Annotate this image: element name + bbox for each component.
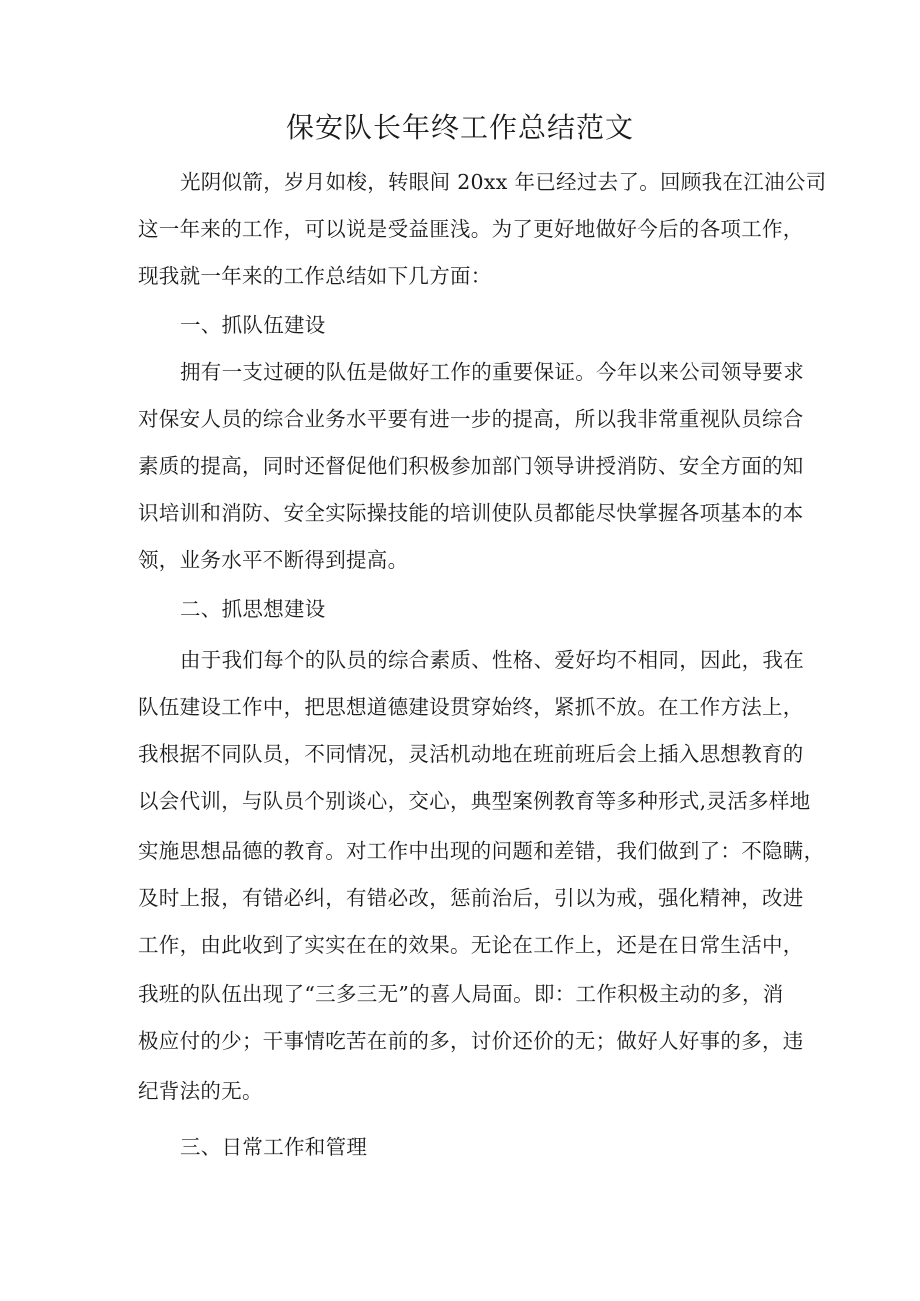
paragraph-line: 及时上报，有错必纠，有错必改，惩前治后，引以为戒，强化精神，改进 (138, 886, 804, 910)
paragraph-line: 实施思想品德的教育。对工作中出现的问题和差错，我们做到了：不隐瞒， (138, 839, 825, 863)
paragraph-line: 领，业务水平不断得到提高。 (138, 548, 409, 572)
paragraph-line: 极应付的少；干事情吃苦在前的多，讨价还价的无；做好人好事的多，违 (138, 1029, 804, 1053)
paragraph-line: 队伍建设工作中，把思想道德建设贯穿始终，紧抓不放。在工作方法上， (138, 695, 804, 719)
paragraph-line: 现我就一年来的工作总结如下几方面： (138, 264, 492, 288)
paragraph-line: 拥有一支过硬的队伍是做好工作的重要保证。今年以来公司领导要求 (180, 360, 804, 384)
section-heading-3: 三、日常工作和管理 (180, 1135, 368, 1159)
paragraph-line: 对保安人员的综合业务水平要有进一步的提高，所以我非常重视队员综合 (138, 407, 804, 431)
paragraph-line: 纪背法的无。 (138, 1079, 263, 1103)
paragraph-line: 工作，由此收到了实实在在的效果。无论在工作上，还是在日常生活中， (138, 933, 804, 957)
paragraph-line: 这一年来的工作，可以说是受益匪浅。为了更好地做好今后的各项工作， (138, 217, 804, 241)
document-title: 保安队长年终工作总结范文 (285, 111, 634, 144)
paragraph-line: 我根据不同队员，不同情况，灵活机动地在班前班后会上插入思想教育的 (138, 742, 804, 766)
paragraph-line: 以会代训，与队员个别谈心，交心，典型案例教育等多种形式,灵活多样地 (138, 789, 811, 813)
paragraph-line: 素质的提高，同时还督促他们积极参加部门领导讲授消防、安全方面的知 (138, 454, 804, 478)
paragraph-line: 我班的队伍出现了“三多三无”的喜人局面。即：工作积极主动的多，消 (138, 982, 784, 1006)
paragraph-line: 识培训和消防、安全实际操技能的培训使队员都能尽快掌握各项基本的本 (138, 501, 804, 525)
paragraph-line: 光阴似箭，岁月如梭，转眼间 20xx 年已经过去了。回顾我在江油公司 (180, 170, 827, 194)
section-heading-1: 一、抓队伍建设 (180, 313, 326, 337)
section-heading-2: 二、抓思想建设 (180, 597, 326, 621)
paragraph-line: 由于我们每个的队员的综合素质、性格、爱好均不相同，因此，我在 (180, 648, 804, 672)
